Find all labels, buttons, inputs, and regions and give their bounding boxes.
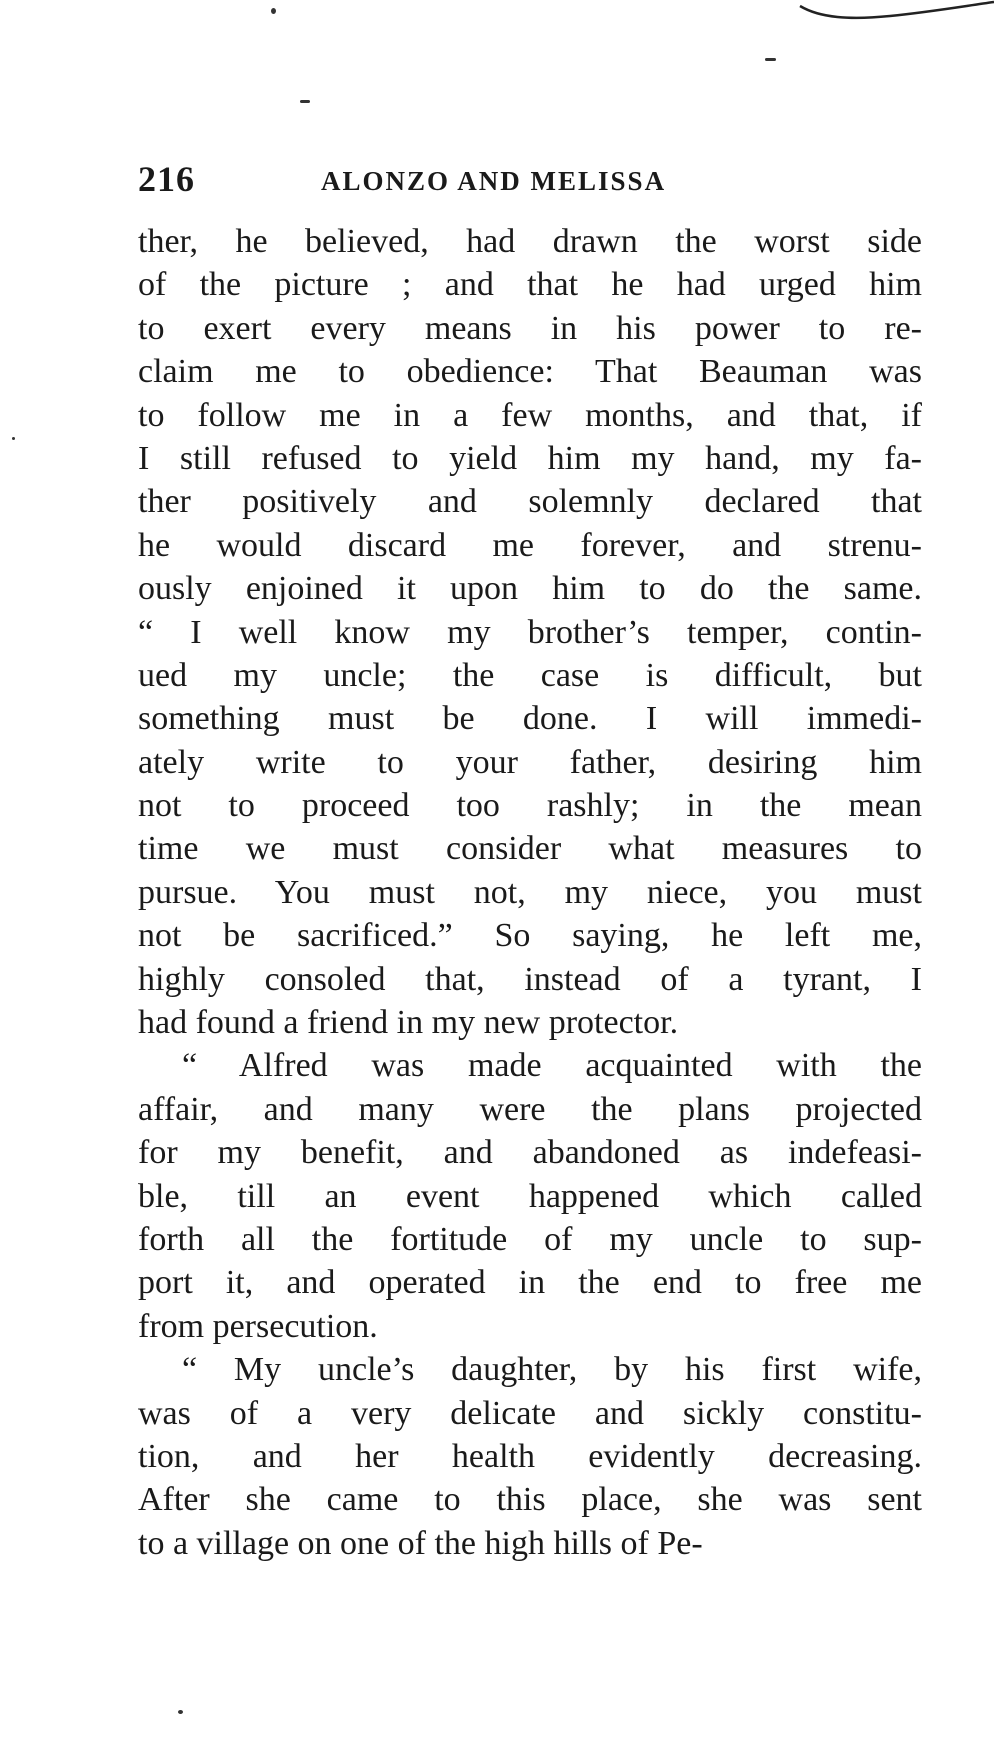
text-line: ately write to your father, desiring him xyxy=(138,743,922,781)
page-number: 216 xyxy=(138,159,195,199)
paragraph xyxy=(138,220,922,1044)
text-line: pursue. You must not, my niece, you must xyxy=(138,873,922,911)
text-line: tion, and her health evidently decreasing. xyxy=(138,1437,922,1475)
running-title: ALONZO AND MELISSA xyxy=(321,166,667,196)
text-line: was of a very delicate and sickly constitu- xyxy=(138,1394,922,1432)
text-line: not to proceed too rashly; in the mean xyxy=(138,787,922,825)
text-line: ued my uncle; the case is difficult, but xyxy=(138,656,922,694)
text-line: “ Alfred was made acquainted with the xyxy=(182,1047,922,1085)
text-line: ble, till an event happened which called xyxy=(138,1177,922,1215)
text-line: I still refused to yield him my hand, my fa- xyxy=(138,439,922,477)
text-line: affair, and many were the plans projected xyxy=(138,1090,922,1128)
text-line: of the picture ; and that he had urged him xyxy=(138,266,922,304)
text-line: he would discard me forever, and strenu- xyxy=(138,526,922,564)
text-line: forth all the fortitude of my uncle to sup- xyxy=(138,1220,922,1258)
ink-speck xyxy=(300,100,310,103)
text-line: had found a friend in my new protector. xyxy=(138,1004,679,1042)
text-line: to follow me in a few months, and that, if xyxy=(138,396,922,434)
paragraph xyxy=(138,1348,922,1565)
ink-speck xyxy=(765,58,776,61)
ink-speck xyxy=(12,437,15,440)
body-text xyxy=(138,220,922,1565)
text-line: time we must consider what measures to xyxy=(138,830,922,868)
text-line: ther, he believed, had drawn the worst side xyxy=(138,223,922,260)
text-line: something must be done. I will immedi- xyxy=(138,700,922,738)
text-line: ously enjoined it upon him to do the same. xyxy=(138,570,922,608)
page-edge-mark xyxy=(790,0,994,34)
text-line: ther positively and solemnly declared that xyxy=(138,483,922,521)
paragraph xyxy=(138,1044,922,1348)
text-line: not be sacrificed.” So saying, he left me, xyxy=(138,917,922,955)
text-line: After she came to this place, she was sent xyxy=(138,1481,922,1519)
text-line: highly consoled that, instead of a tyrant, I xyxy=(138,960,922,998)
text-line: “ I well know my brother’s temper, contin- xyxy=(138,613,922,651)
page-header xyxy=(138,158,928,202)
ink-speck xyxy=(178,1710,183,1714)
ink-speck xyxy=(271,8,276,14)
text-line: “ My uncle’s daughter, by his first wife, xyxy=(182,1351,922,1389)
text-line: to a village on one of the high hills of Pe- xyxy=(138,1524,703,1562)
text-line: from persecution. xyxy=(138,1307,378,1345)
text-line: port it, and operated in the end to free me xyxy=(138,1264,922,1302)
text-line: claim me to obedience: That Beauman was xyxy=(138,353,922,391)
text-line: to exert every means in his power to re- xyxy=(138,309,922,347)
text-line: for my benefit, and abandoned as indefeasi- xyxy=(138,1134,922,1172)
